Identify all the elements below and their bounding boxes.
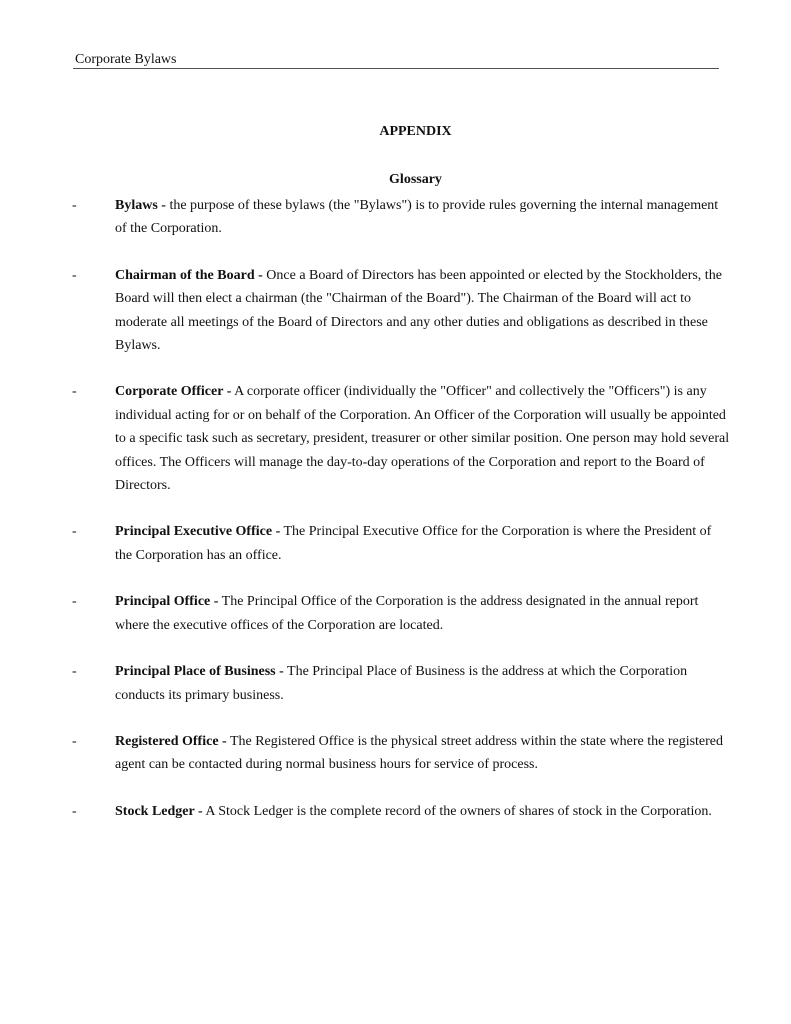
glossary-term: Corporate Officer -: [115, 384, 232, 400]
glossary-definition: The Principal Office of the Corporation is the address designated in the annual report where the executive offices of the Corporation are located.: [115, 594, 699, 633]
glossary-definition: the purpose of these bylaws (the "Bylaws") is to provide rules governing the internal management of the Corporation.: [115, 198, 719, 237]
glossary-entry-principal-executive-office: [70, 520, 730, 567]
bullet-dash: -: [72, 384, 77, 400]
bullet-dash: -: [72, 664, 77, 680]
glossary-definition: A corporate officer (individually the "Officer" and collectively the "Officers") is any individual acting for or on behalf of the Corporation. An Officer of the Corporation will usually be appointed to a specific task such as secretary, president, treasurer or other similar position. One person may hold several offices. The Officers will manage the day-to-day operations of the Corporation and report to the Board of Directors.: [115, 384, 730, 494]
bullet-dash: -: [72, 267, 77, 283]
bullet-dash: -: [72, 198, 77, 213]
glossary-list: [70, 194, 730, 846]
glossary-term: Chairman of the Board -: [115, 267, 263, 283]
glossary-definition: The Principal Executive Office for the Corporation is where the President of the Corporation has an office.: [115, 524, 712, 563]
running-header: Corporate Bylaws: [75, 52, 177, 67]
glossary-term: Principal Executive Office -: [115, 524, 281, 540]
glossary-term: Bylaws -: [115, 198, 166, 213]
bullet-dash: -: [72, 594, 77, 610]
glossary-entry-registered-office: [70, 730, 730, 777]
glossary-definition: A Stock Ledger is the complete record of the owners of shares of stock in the Corporation.: [202, 803, 712, 819]
glossary-term: Principal Place of Business -: [115, 664, 284, 680]
glossary-definition: Once a Board of Directors has been appointed or elected by the Stockholders, the Board will then elect a chairman (the "Chairman of the Board"). The Chairman of the Board will act to moderate all meetings of the Board of Directors and any other duties and obligations as described in these Bylaws.: [115, 267, 722, 354]
bullet-dash: -: [72, 524, 77, 540]
glossary-entry-principal-office: [70, 590, 730, 637]
header-rule: [73, 68, 719, 69]
glossary-entry-principal-place-of-business: [70, 660, 730, 707]
bullet-dash: -: [72, 803, 77, 819]
glossary-entry-bylaws: [70, 194, 730, 241]
glossary-term: Principal Office -: [115, 594, 219, 610]
glossary-entry-corporate-officer: [70, 380, 730, 497]
glossary-term: Stock Ledger -: [115, 803, 203, 819]
glossary-definition: The Registered Office is the physical street address within the state where the registered agent can be contacted during normal business hours for service of process.: [115, 733, 724, 773]
glossary-entry-stock-ledger: [70, 800, 730, 823]
appendix-title: APPENDIX: [379, 124, 452, 139]
glossary-subtitle: Glossary: [389, 172, 442, 187]
bullet-dash: -: [72, 733, 77, 749]
glossary-term: Registered Office -: [115, 733, 227, 749]
glossary-definition: The Principal Place of Business is the address at which the Corporation conducts its primary business.: [115, 664, 688, 703]
glossary-entry-chairman: [70, 264, 730, 358]
